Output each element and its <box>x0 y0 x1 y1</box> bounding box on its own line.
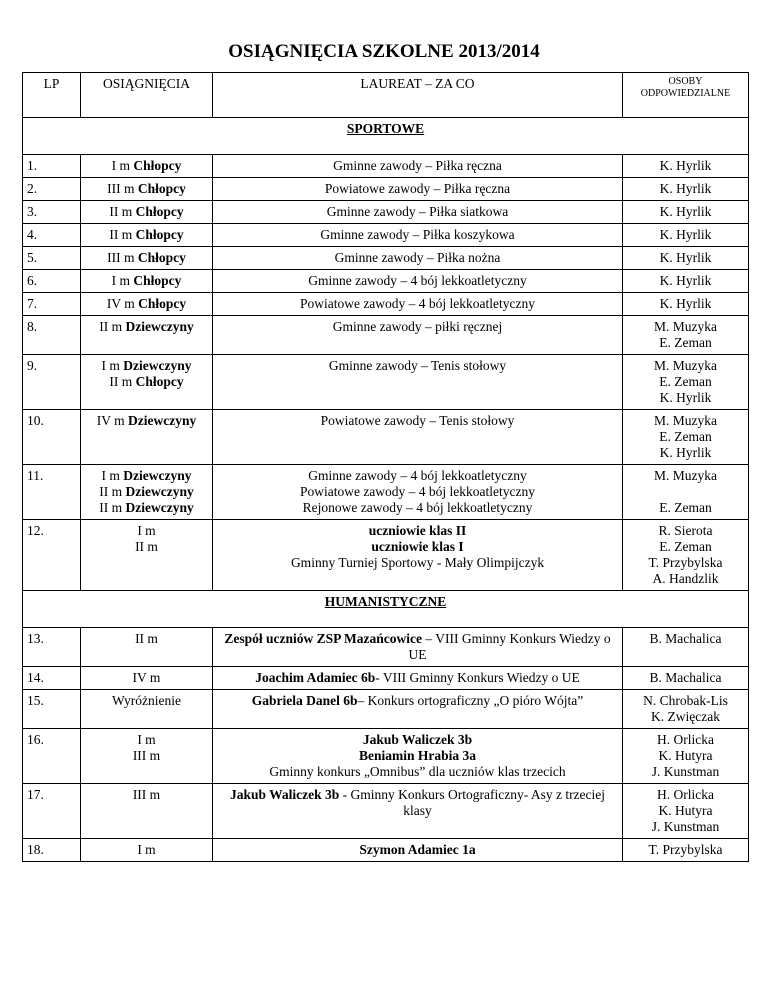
place-group: Chłopcy <box>135 227 184 242</box>
responsible-person: N. Chrobak-Lis <box>643 693 728 708</box>
place-cell <box>81 465 213 520</box>
row-number: 7. <box>23 293 81 316</box>
place-group: Dziewczyny <box>128 413 197 428</box>
table-row <box>23 270 749 293</box>
competition-text: Powiatowe zawody – Piłka ręczna <box>324 181 511 196</box>
row-number: 11. <box>23 465 81 520</box>
place-group: Chłopcy <box>133 158 182 173</box>
persons-cell <box>623 355 749 410</box>
place-line <box>85 748 208 764</box>
row-number: 4. <box>23 224 81 247</box>
responsible-person: H. Orlicka <box>657 732 714 747</box>
competition-text: – Konkurs ortograficzny „O pióro Wójta” <box>357 693 584 708</box>
responsible-person: M. Muzyka <box>654 413 717 428</box>
place-line <box>85 539 208 555</box>
persons-cell <box>623 667 749 690</box>
place-cell <box>81 316 213 355</box>
description-line <box>217 158 618 174</box>
row-number: 8. <box>23 316 81 355</box>
place-rank: III m <box>107 250 138 265</box>
competition-text: Gminne zawody – Piłka nożna <box>334 250 501 265</box>
place-cell <box>81 410 213 465</box>
table-row <box>23 247 749 270</box>
responsible-person: J. Kunstman <box>651 819 720 834</box>
place-cell <box>81 355 213 410</box>
place-line <box>85 670 208 686</box>
place-cell <box>81 628 213 667</box>
table-row <box>23 410 749 465</box>
responsible-person: M. Muzyka <box>654 468 717 483</box>
responsible-person: B. Machalica <box>649 631 722 646</box>
description-line <box>217 670 618 686</box>
competition-text: Gminne zawody – 4 bój lekkoatletyczny <box>308 273 527 288</box>
place-rank: IV m <box>132 670 161 685</box>
description-cell <box>213 465 623 520</box>
place-rank: I m <box>111 273 134 288</box>
place-line <box>85 273 208 289</box>
responsible-person: E. Zeman <box>659 335 712 350</box>
laureate-name: Gabriela Danel 6b <box>251 693 358 708</box>
responsible-person: K. Hyrlik <box>659 181 712 196</box>
place-line <box>85 227 208 243</box>
description-line <box>217 204 618 220</box>
description-cell <box>213 178 623 201</box>
laureate-name: Szymon Adamiec 1a <box>359 842 476 857</box>
description-cell <box>213 201 623 224</box>
description-line <box>217 250 618 266</box>
table-row <box>23 293 749 316</box>
responsible-person: M. Muzyka <box>654 319 717 334</box>
competition-text: Gminny konkurs „Omnibus” dla uczniów klas trzecich <box>269 764 566 779</box>
row-number: 13. <box>23 628 81 667</box>
place-rank: III m <box>107 181 138 196</box>
place-rank: I m <box>137 523 156 538</box>
persons-cell <box>623 729 749 784</box>
description-cell <box>213 355 623 410</box>
place-group: Chłopcy <box>138 296 187 311</box>
description-line <box>217 484 618 500</box>
persons-cell <box>623 155 749 178</box>
header-osiagniecia: OSIĄGNIĘCIA <box>81 73 213 118</box>
place-rank: II m <box>135 539 158 554</box>
table-row <box>23 784 749 839</box>
place-line <box>85 296 208 312</box>
place-cell <box>81 224 213 247</box>
place-rank: III m <box>132 787 161 802</box>
competition-text: - VIII Gminny Konkurs Wiedzy o UE <box>375 670 580 685</box>
persons-cell <box>623 465 749 520</box>
place-rank: I m <box>137 732 156 747</box>
page-title: OSIĄGNIĘCIA SZKOLNE 2013/2014 <box>228 41 540 62</box>
responsible-person: K. Hyrlik <box>659 227 712 242</box>
persons-cell <box>623 247 749 270</box>
description-cell <box>213 270 623 293</box>
competition-text: Gminne zawody – Piłka siatkowa <box>326 204 509 219</box>
place-rank: II m <box>99 500 126 515</box>
place-cell <box>81 729 213 784</box>
place-rank: I m <box>137 842 156 857</box>
place-rank: II m <box>109 227 136 242</box>
place-rank: I m <box>101 468 124 483</box>
description-line <box>217 273 618 289</box>
place-cell <box>81 247 213 270</box>
laureate-name: Zespół uczniów ZSP Mazańcowice <box>224 631 422 646</box>
competition-text: Gminne zawody – 4 bój lekkoatletyczny <box>308 468 527 483</box>
description-line <box>217 181 618 197</box>
place-cell <box>81 201 213 224</box>
responsible-person: R. Sierota <box>658 523 713 538</box>
description-cell <box>213 628 623 667</box>
description-line <box>217 842 618 858</box>
place-rank: II m <box>99 319 126 334</box>
place-line <box>85 787 208 803</box>
table-row <box>23 224 749 247</box>
place-line <box>85 523 208 539</box>
row-number: 6. <box>23 270 81 293</box>
row-number: 16. <box>23 729 81 784</box>
place-line <box>85 319 208 335</box>
place-line <box>85 181 208 197</box>
responsible-person: K. Hyrlik <box>659 390 712 405</box>
row-number: 5. <box>23 247 81 270</box>
place-cell <box>81 690 213 729</box>
responsible-person: K. Zwięczak <box>651 709 720 724</box>
description-line <box>217 227 618 243</box>
place-line <box>85 631 208 647</box>
responsible-person: M. Muzyka <box>654 358 717 373</box>
place-line <box>85 842 208 858</box>
header-osoby: OSOBY ODPOWIEDZIALNE <box>623 73 749 118</box>
place-rank: I m <box>111 158 134 173</box>
place-cell <box>81 270 213 293</box>
section-row <box>23 591 749 628</box>
competition-text: – VIII Gminny Konkurs Wiedzy o UE <box>408 631 611 662</box>
responsible-person: K. Hyrlik <box>659 296 712 311</box>
laureate-name: Jakub Waliczek 3b <box>229 787 340 802</box>
place-rank: IV m <box>106 296 139 311</box>
place-rank: III m <box>132 748 161 763</box>
description-cell <box>213 520 623 591</box>
laureate-name: Beniamin Hrabia 3a <box>358 748 476 763</box>
persons-cell <box>623 784 749 839</box>
responsible-person: E. Zeman <box>659 429 712 444</box>
place-rank: IV m <box>96 413 129 428</box>
responsible-person: B. Machalica <box>649 670 722 685</box>
persons-cell <box>623 690 749 729</box>
responsible-person: T. Przybylska <box>648 842 723 857</box>
description-line <box>217 319 618 335</box>
responsible-person: E. Zeman <box>659 500 712 515</box>
place-group: Dziewczyny <box>125 484 194 499</box>
competition-text: Gminne zawody – Piłka ręczna <box>333 158 502 173</box>
responsible-person: H. Orlicka <box>657 787 714 802</box>
description-line <box>217 500 618 516</box>
place-line <box>85 374 208 390</box>
responsible-person: E. Zeman <box>659 374 712 389</box>
laureate-name: Jakub Waliczek 3b <box>362 732 473 747</box>
description-cell <box>213 410 623 465</box>
responsible-person: K. Hutyra <box>658 748 713 763</box>
row-number: 18. <box>23 839 81 862</box>
responsible-person: K. Hyrlik <box>659 445 712 460</box>
description-cell <box>213 293 623 316</box>
section-title: SPORTOWE <box>23 118 749 155</box>
description-line <box>217 296 618 312</box>
responsible-person: T. Przybylska <box>648 555 723 570</box>
persons-cell <box>623 410 749 465</box>
description-cell <box>213 839 623 862</box>
description-cell <box>213 667 623 690</box>
row-number: 2. <box>23 178 81 201</box>
competition-text: - Gminny Konkurs Ortograficzny- Asy z trzeciej klasy <box>339 787 606 818</box>
table-row <box>23 178 749 201</box>
row-number: 15. <box>23 690 81 729</box>
description-cell <box>213 784 623 839</box>
row-number: 12. <box>23 520 81 591</box>
description-line <box>217 787 618 819</box>
competition-text: Rejonowe zawody – 4 bój lekkoatletyczny <box>302 500 533 515</box>
table-row <box>23 729 749 784</box>
laureate-name: uczniowie klas I <box>371 539 464 554</box>
place-group: Chłopcy <box>137 250 186 265</box>
persons-cell <box>623 178 749 201</box>
row-number: 9. <box>23 355 81 410</box>
achievements-table <box>22 72 749 862</box>
place-group: Chłopcy <box>137 181 186 196</box>
place-group: Chłopcy <box>135 374 184 389</box>
competition-text: Gminne zawody – Tenis stołowy <box>328 358 507 373</box>
place-group: Dziewczyny <box>125 500 194 515</box>
place-group: Chłopcy <box>133 273 182 288</box>
place-cell <box>81 155 213 178</box>
persons-cell <box>623 270 749 293</box>
table-row <box>23 355 749 410</box>
place-rank: II m <box>109 374 136 389</box>
header-lp: LP <box>23 73 81 118</box>
responsible-person: K. Hyrlik <box>659 250 712 265</box>
persons-cell <box>623 201 749 224</box>
laureate-name: Joachim Adamiec 6b <box>255 670 376 685</box>
place-line <box>85 500 208 516</box>
description-cell <box>213 247 623 270</box>
header-row <box>23 73 749 118</box>
persons-cell <box>623 520 749 591</box>
place-line <box>85 158 208 174</box>
description-line <box>217 764 618 780</box>
responsible-person: E. Zeman <box>659 539 712 554</box>
section-row <box>23 118 749 155</box>
description-line <box>217 523 618 539</box>
place-line <box>85 204 208 220</box>
responsible-person: K. Hyrlik <box>659 158 712 173</box>
persons-cell <box>623 293 749 316</box>
responsible-person: J. Kunstman <box>651 764 720 779</box>
description-cell <box>213 155 623 178</box>
row-number: 10. <box>23 410 81 465</box>
description-line <box>217 693 618 709</box>
competition-text: Gminne zawody – Piłka koszykowa <box>320 227 515 242</box>
header-laureat: LAUREAT – ZA CO <box>213 73 623 118</box>
place-group: Chłopcy <box>135 204 184 219</box>
table-row <box>23 690 749 729</box>
place-rank: I m <box>101 358 124 373</box>
place-line <box>85 250 208 266</box>
row-number: 3. <box>23 201 81 224</box>
table-row <box>23 201 749 224</box>
place-group: Dziewczyny <box>123 358 192 373</box>
place-cell <box>81 667 213 690</box>
competition-text: Powiatowe zawody – 4 bój lekkoatletyczny <box>299 484 536 499</box>
persons-cell <box>623 224 749 247</box>
description-cell <box>213 690 623 729</box>
row-number: 17. <box>23 784 81 839</box>
responsible-person <box>627 484 744 500</box>
description-line <box>217 555 618 571</box>
responsible-person: K. Hutyra <box>658 803 713 818</box>
persons-cell <box>623 628 749 667</box>
place-rank: Wyróżnienie <box>112 693 181 708</box>
competition-text: Powiatowe zawody – 4 bój lekkoatletyczny <box>299 296 536 311</box>
laureate-name: uczniowie klas II <box>368 523 467 538</box>
row-number: 1. <box>23 155 81 178</box>
description-line <box>217 539 618 555</box>
competition-text: Gminne zawody – piłki ręcznej <box>332 319 503 334</box>
table-row <box>23 155 749 178</box>
table-row <box>23 316 749 355</box>
place-cell <box>81 784 213 839</box>
place-line <box>85 732 208 748</box>
competition-text: Powiatowe zawody – Tenis stołowy <box>320 413 515 428</box>
table-row <box>23 839 749 862</box>
place-line <box>85 484 208 500</box>
table-row <box>23 465 749 520</box>
place-cell <box>81 293 213 316</box>
place-cell <box>81 839 213 862</box>
place-cell <box>81 178 213 201</box>
place-group: Dziewczyny <box>123 468 192 483</box>
description-line <box>217 468 618 484</box>
place-rank: II m <box>109 204 136 219</box>
table-row <box>23 520 749 591</box>
place-line <box>85 358 208 374</box>
description-cell <box>213 729 623 784</box>
responsible-person: K. Hyrlik <box>659 204 712 219</box>
row-number: 14. <box>23 667 81 690</box>
competition-text: Gminny Turniej Sportowy - Mały Olimpijczyk <box>290 555 545 570</box>
description-line <box>217 732 618 748</box>
persons-cell <box>623 839 749 862</box>
place-line <box>85 468 208 484</box>
description-line <box>217 631 618 663</box>
place-group: Dziewczyny <box>125 319 194 334</box>
table-row <box>23 667 749 690</box>
description-cell <box>213 316 623 355</box>
place-cell <box>81 520 213 591</box>
place-line <box>85 693 208 709</box>
section-title: HUMANISTYCZNE <box>23 591 749 628</box>
place-rank: II m <box>135 631 158 646</box>
place-rank: II m <box>99 484 126 499</box>
table-row <box>23 628 749 667</box>
place-line <box>85 413 208 429</box>
responsible-person: A. Handzlik <box>652 571 719 586</box>
description-line <box>217 748 618 764</box>
responsible-person: K. Hyrlik <box>659 273 712 288</box>
description-line <box>217 358 618 374</box>
persons-cell <box>623 316 749 355</box>
description-line <box>217 413 618 429</box>
description-cell <box>213 224 623 247</box>
